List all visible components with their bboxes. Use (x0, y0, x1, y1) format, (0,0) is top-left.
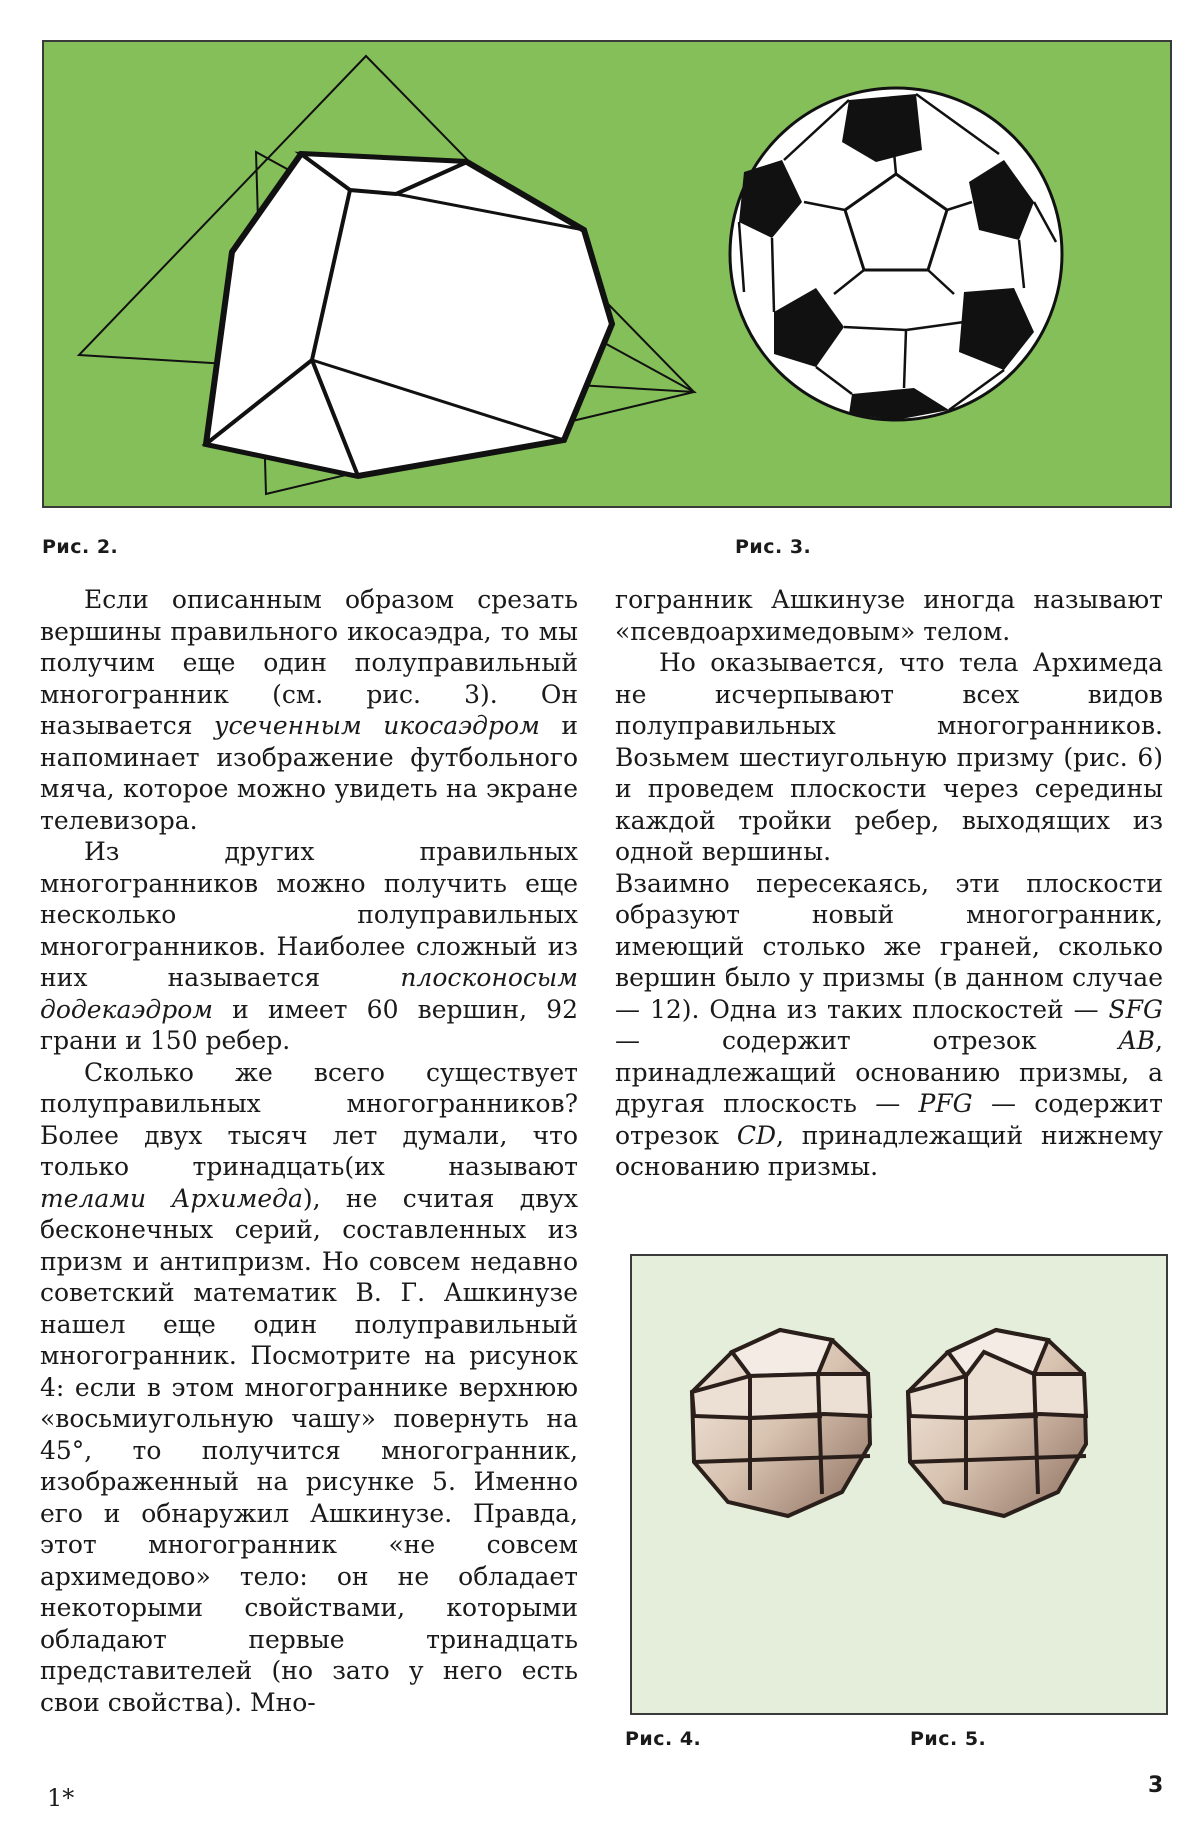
paragraph (615, 584, 1163, 647)
text-run: , принадлежащий нижнему основанию призмы. (615, 1120, 1163, 1181)
paragraph (40, 1057, 578, 1719)
text-run: Взаимно пересекаясь, эти плоскости образуют новый многогранник, имеющий столько же граней, сколько вершин было у призмы (в данном случае — 12). Одна из таких плоскостей — (615, 868, 1163, 1024)
signature-mark: 1* (47, 1784, 75, 1812)
page-number: 3 (1148, 1773, 1164, 1798)
figure-2-caption: Рис. 2. (42, 536, 119, 558)
figure-4-caption: Рис. 4. (625, 1728, 702, 1750)
pseudo-rhombicuboctahedron-figure-4 (692, 1330, 870, 1516)
figure-4-5-drawing (632, 1256, 1166, 1713)
italic-term: PFG (918, 1089, 973, 1118)
text-column-right (615, 584, 1163, 1183)
text-run: Если описанным образом срезать вершины правильного икосаэдра, то мы получим еще один полуправильный многогранник (см. рис. 3). Он называется (40, 585, 578, 740)
italic-term: усеченным икосаэдром (214, 711, 540, 740)
italic-term: SFG (1108, 994, 1163, 1024)
figure-5-caption: Рис. 5. (910, 1728, 987, 1750)
text-column-left (40, 584, 578, 1718)
figure-2-3-drawing (44, 42, 1170, 506)
text-run: и имеет 60 вершин, 92 грани и 150 ребер. (40, 994, 578, 1055)
truncated-tetrahedron-figure (79, 56, 694, 494)
text-run: , принадлежащий основанию призмы, а другая плоскость — (615, 1026, 1163, 1118)
text-run: ), не считая двух бесконечных серий, составленных из призм и антипризм. Но совсем недавно советский математик В. Г. Ашкинузе нашел еще один полуправильный многогранник. Посмотрите на рисунок 4: если в этом многограннике верхнюю «восьмиугольную чашу» повернуть на 45°, то получится многогранник, изображенный на рисунке 5. Именно его и обнаружил Ашкинузе. Правда, этот многогранник «не совсем архимедово» тело: он не обладает некоторыми свойствами, которыми обладают первые тринадцать представителей (но зато у него есть свои свойства). Мно- (40, 1183, 578, 1717)
italic-term: CD (736, 1120, 777, 1150)
text-run: Сколько же всего существует полуправильных многогранников? Более двух тысяч лет думали, что только тринадцать(их называют (40, 1057, 578, 1181)
italic-term: AB (1118, 1026, 1156, 1055)
figure-4-5-panel (630, 1254, 1168, 1715)
truncated-icosahedron-figure (730, 88, 1062, 420)
text-run: и напоминает изображение футбольного мяча, которое можно увидеть на экране телевизора. (40, 711, 578, 835)
text-run: Но оказывается, что тела Архимеда не исчерпывают всех видов полуправильных многогранников. Возьмем шестиугольную призму (рис. 6) и проведем плоскости через середины каждой тройки ребер, выходящих из одной вершины. (615, 648, 1163, 866)
text-run: — содержит отрезок (615, 1089, 1163, 1150)
paragraph (40, 836, 578, 1057)
figure-2-3-panel (42, 40, 1172, 508)
pseudo-rhombicuboctahedron-figure-5 (908, 1330, 1086, 1516)
italic-term: телами Архимеда (40, 1183, 303, 1213)
text-run: гогранник Ашкинузе иногда называют «псевдоархимедовым» телом. (615, 585, 1163, 646)
paragraph (615, 647, 1163, 868)
figure-3-caption: Рис. 3. (735, 536, 812, 558)
text-run: Из других правильных многогранников можно получить еще несколько полуправильных многогранников. Наиболее сложный из них называется (40, 837, 578, 992)
text-run: — содержит отрезок (615, 1026, 1119, 1055)
paragraph (615, 868, 1163, 1183)
italic-term: плосконосым додекаэдром (40, 963, 578, 1024)
paragraph (40, 584, 578, 836)
